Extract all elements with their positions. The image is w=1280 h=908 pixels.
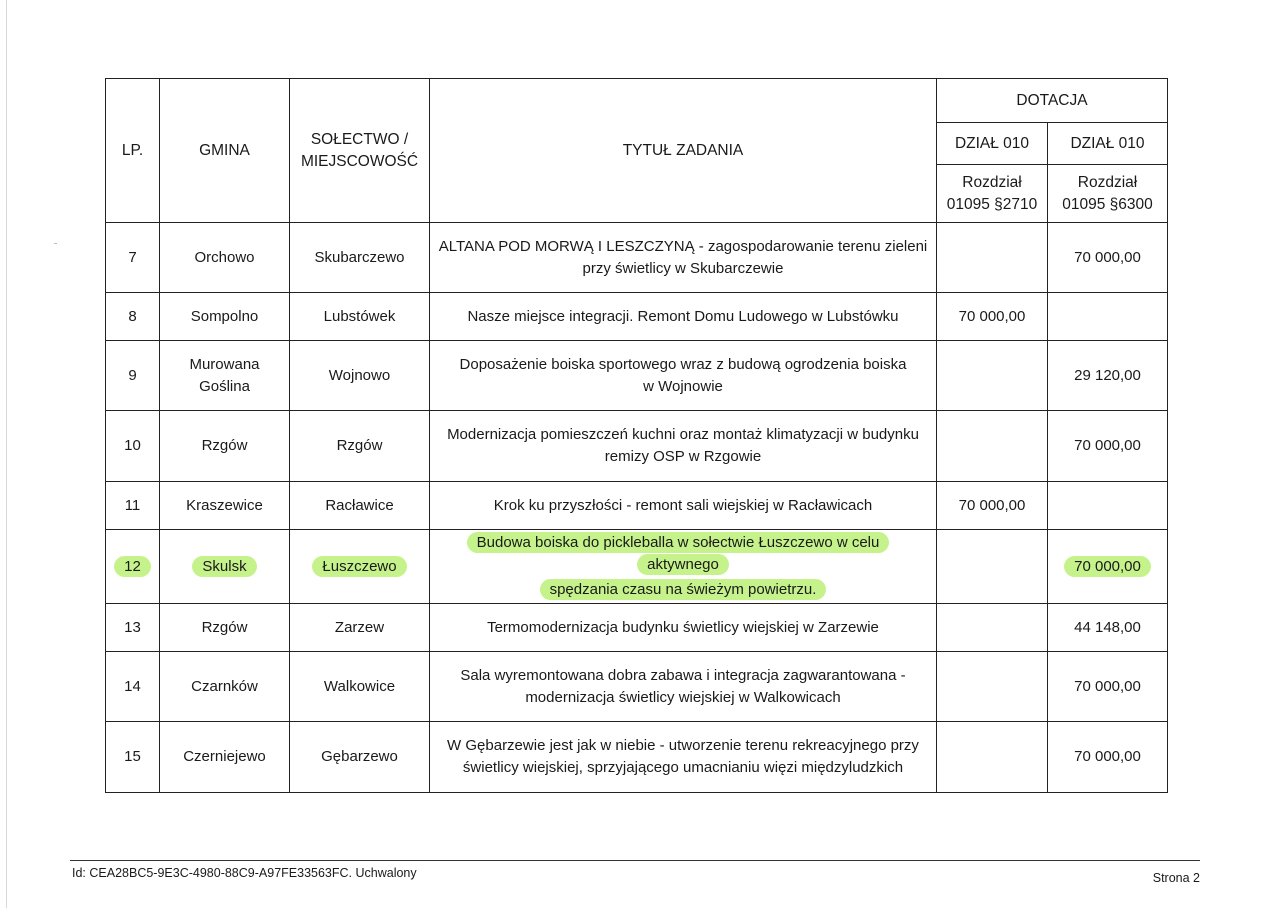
cell-kwota-6300	[1048, 482, 1168, 530]
header-row-1	[106, 79, 1168, 123]
header-solectwo-line1: SOŁECTWO /	[310, 130, 409, 148]
header-rozdzial-a-line1: Rozdział	[962, 173, 1022, 191]
header-dzial-a: DZIAŁ 010	[937, 123, 1048, 165]
highlight-mark: 12	[114, 556, 151, 577]
cell-kwota-6300: 70 000,00	[1048, 652, 1168, 722]
cell-solectwo: Racławice	[290, 482, 430, 530]
cell-kwota-2710: 70 000,00	[937, 482, 1048, 530]
cell-kwota-6300: 70 000,00	[1048, 722, 1168, 793]
cell-kwota-2710	[937, 223, 1048, 293]
cell-solectwo: Skubarczewo	[290, 223, 430, 293]
page-edge-line	[6, 0, 7, 908]
header-tytul: TYTUŁ ZADANIA	[430, 79, 937, 223]
table-row	[106, 293, 1168, 341]
table-row	[106, 341, 1168, 411]
cell-kwota-6300: 44 148,00	[1048, 604, 1168, 652]
cell-lp: 9	[106, 341, 160, 411]
cell-gmina-line1: Murowana	[189, 355, 260, 373]
table-row	[106, 411, 1168, 482]
cell-tytul-line2: modernizacja świetlicy wiejskiej w Walkowicach	[525, 688, 841, 706]
header-dzial-b: DZIAŁ 010	[1048, 123, 1168, 165]
cell-tytul-line2-wrap	[436, 579, 930, 601]
cell-tytul	[430, 722, 937, 793]
cell-lp: 10	[106, 411, 160, 482]
cell-gmina	[160, 341, 290, 411]
cell-lp: 13	[106, 604, 160, 652]
cell-kwota-6300: 70 000,00	[1048, 223, 1168, 293]
cell-solectwo: Rzgów	[290, 411, 430, 482]
cell-lp: 7	[106, 223, 160, 293]
cell-kwota-2710	[937, 604, 1048, 652]
cell-gmina: Rzgów	[160, 604, 290, 652]
header-dotacja: DOTACJA	[937, 79, 1168, 123]
cell-tytul-line2: świetlicy wiejskiej, sprzyjającego umacnianiu więzi międzyludzkich	[462, 759, 904, 776]
table-row	[106, 722, 1168, 793]
footer-divider	[70, 860, 1200, 861]
highlight-mark: Łuszczewo	[312, 556, 406, 577]
scan-artifact	[54, 243, 57, 244]
cell-kwota-6300	[1048, 530, 1168, 604]
cell-lp: 15	[106, 722, 160, 793]
header-lp: LP.	[106, 79, 160, 223]
cell-tytul-line1: W Gębarzewie jest jak w niebie - utworzenie terenu rekreacyjnego przy	[447, 737, 919, 754]
cell-kwota-6300: 70 000,00	[1048, 411, 1168, 482]
cell-solectwo: Wojnowo	[290, 341, 430, 411]
cell-gmina: Czarnków	[160, 652, 290, 722]
highlight-mark: Skulsk	[192, 556, 256, 577]
cell-tytul-line2: remizy OSP w Rzgowie	[604, 448, 762, 465]
cell-lp: 14	[106, 652, 160, 722]
cell-lp: 8	[106, 293, 160, 341]
document-id: Id: CEA28BC5-9E3C-4980-88C9-A97FE33563FC. Uchwalony	[72, 866, 417, 880]
cell-gmina-line2: Goślina	[199, 377, 250, 395]
header-rozdzial-b	[1048, 165, 1168, 223]
cell-tytul	[430, 223, 937, 293]
cell-tytul	[430, 341, 937, 411]
cell-lp	[106, 530, 160, 604]
cell-tytul-line2: w Wojnowie	[643, 377, 723, 395]
page-number: Strona 2	[1152, 871, 1200, 885]
table-row	[106, 223, 1168, 293]
header-rozdzial-a	[937, 165, 1048, 223]
cell-tytul	[430, 530, 937, 604]
cell-kwota-2710: 70 000,00	[937, 293, 1048, 341]
cell-tytul-line2: przy świetlicy w Skubarczewie	[582, 259, 784, 277]
cell-gmina: Kraszewice	[160, 482, 290, 530]
cell-kwota-2710	[937, 652, 1048, 722]
cell-lp: 11	[106, 482, 160, 530]
cell-gmina: Orchowo	[160, 223, 290, 293]
cell-tytul	[430, 652, 937, 722]
cell-gmina: Czerniejewo	[160, 722, 290, 793]
cell-kwota-2710	[937, 341, 1048, 411]
cell-kwota-2710	[937, 722, 1048, 793]
highlight-mark: spędzania czasu na świeżym powietrzu.	[540, 579, 827, 600]
highlight-mark: 70 000,00	[1064, 556, 1151, 577]
header-solectwo	[290, 79, 430, 223]
cell-kwota-6300	[1048, 293, 1168, 341]
cell-gmina: Rzgów	[160, 411, 290, 482]
cell-tytul-line1-wrap	[436, 532, 930, 576]
header-rozdzial-b-line2: 01095 §6300	[1062, 195, 1153, 213]
highlight-mark: Budowa boiska do pickleballa w sołectwie Łuszczewo w celu aktywnego	[467, 532, 890, 575]
cell-tytul: Krok ku przyszłości - remont sali wiejskiej w Racławicach	[430, 482, 937, 530]
cell-kwota-2710	[937, 411, 1048, 482]
cell-solectwo: Gębarzewo	[290, 722, 430, 793]
table-row	[106, 482, 1168, 530]
cell-tytul-line1: Modernizacja pomieszczeń kuchni oraz montaż klimatyzacji w budynku	[447, 426, 919, 443]
cell-tytul	[430, 411, 937, 482]
header-solectwo-line2: MIEJSCOWOŚĆ	[300, 152, 419, 170]
cell-gmina: Sompolno	[160, 293, 290, 341]
grant-table	[105, 78, 1168, 793]
table-row	[106, 604, 1168, 652]
cell-tytul-line1: ALTANA POD MORWĄ I LESZCZYNĄ - zagospodarowanie terenu zieleni	[438, 237, 928, 255]
cell-kwota-2710	[937, 530, 1048, 604]
cell-solectwo: Lubstówek	[290, 293, 430, 341]
cell-kwota-6300: 29 120,00	[1048, 341, 1168, 411]
cell-tytul: Nasze miejsce integracji. Remont Domu Ludowego w Lubstówku	[430, 293, 937, 341]
header-gmina: GMINA	[160, 79, 290, 223]
cell-solectwo: Walkowice	[290, 652, 430, 722]
table-row-highlighted	[106, 530, 1168, 604]
cell-tytul-line1: Sala wyremontowana dobra zabawa i integracja zagwarantowana -	[460, 666, 906, 684]
cell-solectwo	[290, 530, 430, 604]
cell-tytul: Termomodernizacja budynku świetlicy wiejskiej w Zarzewie	[430, 604, 937, 652]
cell-gmina	[160, 530, 290, 604]
cell-solectwo: Zarzew	[290, 604, 430, 652]
header-rozdzial-a-line2: 01095 §2710	[946, 195, 1038, 213]
cell-tytul-line1: Doposażenie boiska sportowego wraz z budową ogrodzenia boiska	[459, 355, 907, 373]
header-rozdzial-b-line1: Rozdział	[1077, 173, 1138, 191]
table-row	[106, 652, 1168, 722]
